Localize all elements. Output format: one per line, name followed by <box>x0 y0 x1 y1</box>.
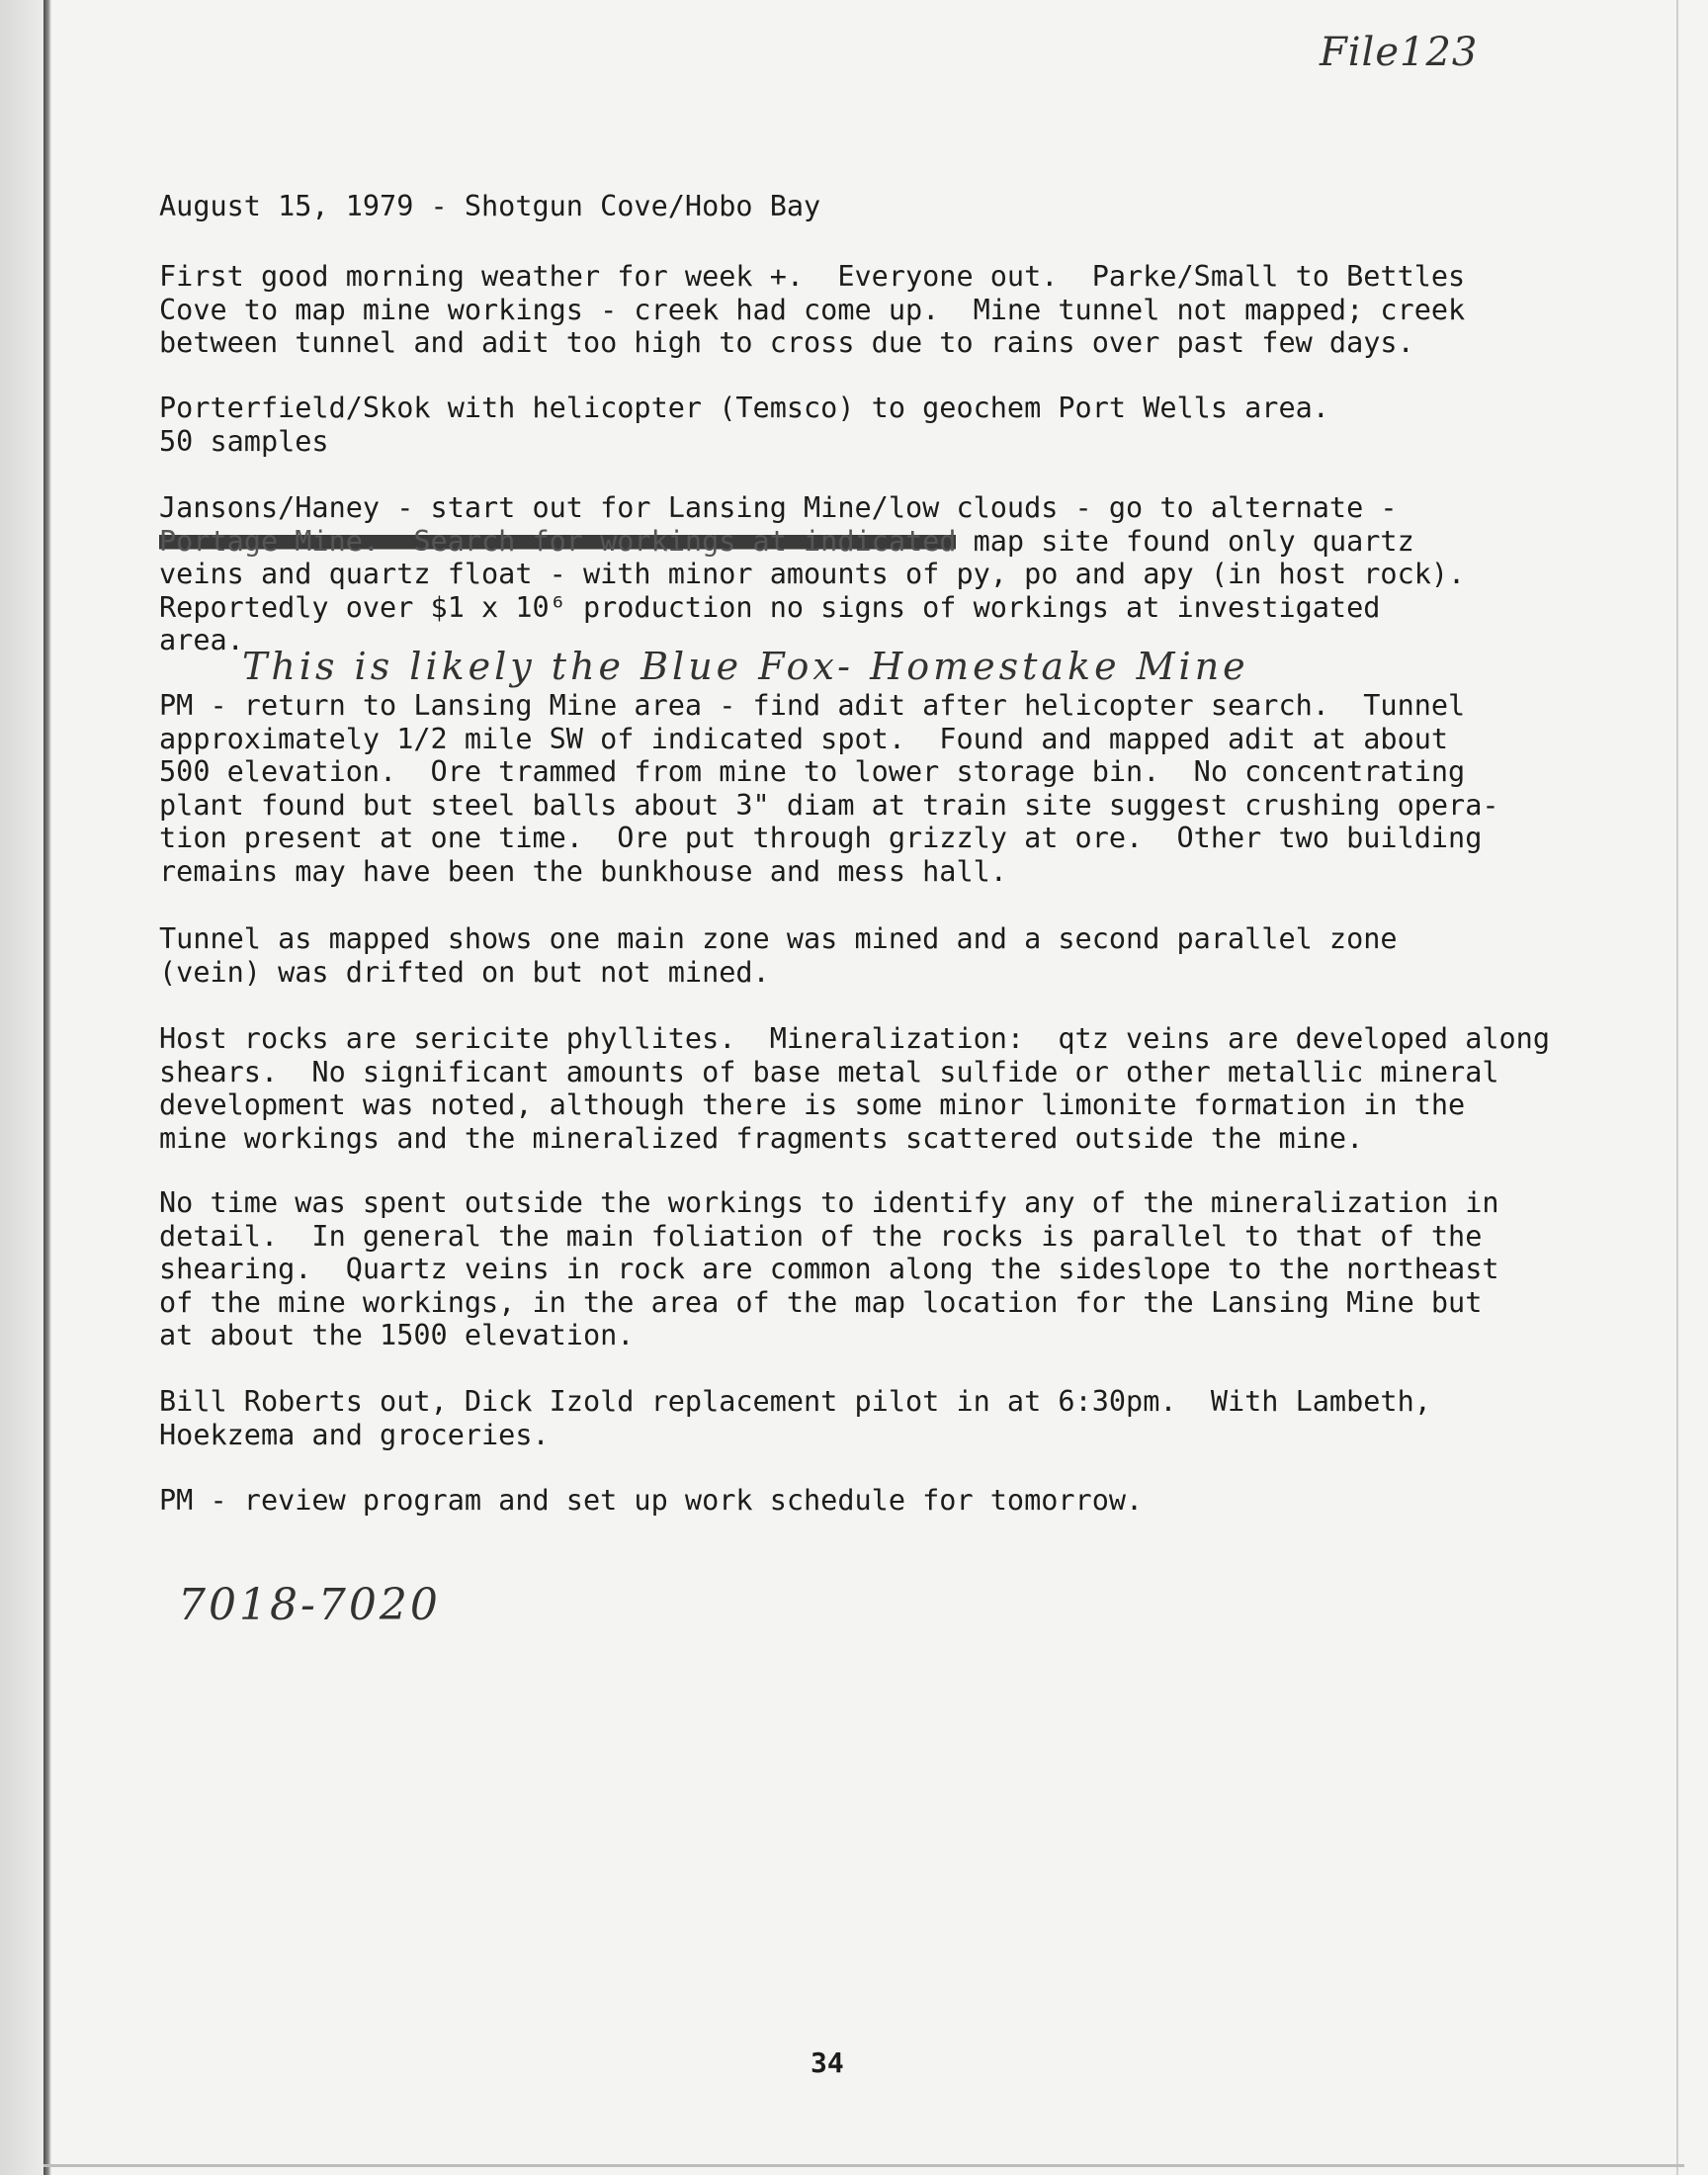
page-right-edge <box>1676 0 1678 2175</box>
handwritten-annotation: This is likely the Blue Fox- Homestake Mine <box>242 645 1249 688</box>
paragraph-jansons-haney <box>159 491 1563 657</box>
paragraph-tunnel: Tunnel as mapped shows one main zone was mined and a second parallel zone (vein) was drifted on but not mined. <box>159 922 1398 989</box>
paragraph-parke-small: First good morning weather for week +. Everyone out. Parke/Small to Bettles Cove to map mine workings - creek had come up. Mine tunnel not mapped; creek between tunnel and adit too high to cross due to rains over past few days. <box>159 260 1466 359</box>
page-number: 34 <box>811 2046 844 2079</box>
jansons-line-1: Jansons/Haney - start out for Lansing Mine/low clouds - go to alternate - <box>159 491 1398 524</box>
struck-through-text: Portage Mine. Search for workings at indicated <box>159 524 957 558</box>
paragraph-lansing-mine: PM - return to Lansing Mine area - find adit after helicopter search. Tunnel approximately 1/2 mile SW of indicated spot. Found and mapped adit at about 500 elevation. Ore trammed from mine to lower storage bin. No concentrating plant found but steel balls about 3" diam at train site suggest crushing opera- tion present at one time. Ore put through grizzly at ore. Other two building remains may have been the bunkhouse and mess hall. <box>159 689 1499 888</box>
page-left-edge <box>43 0 51 2175</box>
handwritten-page-range: 7018-7020 <box>178 1580 441 1630</box>
entry-heading: August 15, 1979 - Shotgun Cove/Hobo Bay <box>159 190 821 222</box>
paragraph-porterfield-skok: Porterfield/Skok with helicopter (Temsco) to geochem Port Wells area. 50 samples <box>159 392 1329 458</box>
paragraph-pm-review: PM - review program and set up work schedule for tomorrow. <box>159 1484 1144 1517</box>
paragraph-workings: No time was spent outside the workings to identify any of the mineralization in detail. In general the main foliation of the rocks is parallel to that of the shearing. Quartz veins in rock are common along the sideslope to the northeast of the mine workings, in the area of the map location for the Lansing Mine but at about the 1500 elevation. <box>159 1186 1499 1351</box>
jansons-line-2: map site found only quartz <box>956 524 1414 558</box>
jansons-rest: veins and quartz float - with minor amounts of py, po and apy (in host rock). Reportedly over $1 x 10⁶ production no signs of workings at investigated area. <box>159 558 1466 656</box>
page-bottom-edge <box>43 2164 1684 2167</box>
paragraph-host-rocks: Host rocks are sericite phyllites. Mineralization: qtz veins are developed along shears. No significant amounts of base metal sulfide or other metallic mineral development was noted, although there is some minor limonite formation in the mine workings and the mineralized fragments scattered outside the mine. <box>159 1022 1550 1155</box>
scan-margin <box>0 0 45 2175</box>
handwritten-file-label: File123 <box>1320 30 1479 75</box>
paragraph-bill-roberts: Bill Roberts out, Dick Izold replacement pilot in at 6:30pm. With Lambeth, Hoekzema and groceries. <box>159 1385 1431 1451</box>
